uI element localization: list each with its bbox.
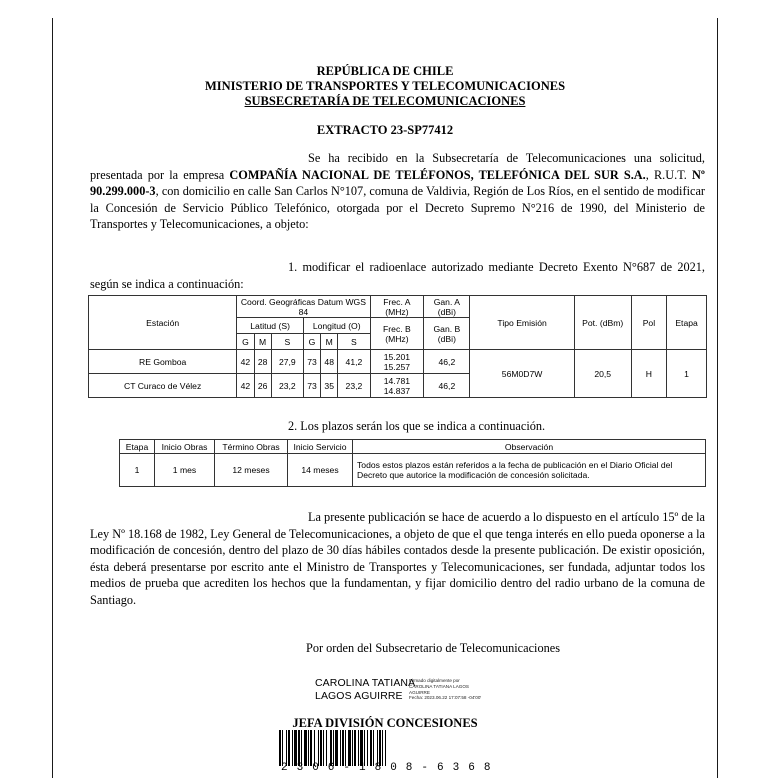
barcode-bar bbox=[318, 730, 319, 766]
barcode-bar bbox=[286, 730, 287, 766]
barcode-bar bbox=[279, 730, 281, 766]
header-ministerio: MINISTERIO DE TRANSPORTES Y TELECOMUNICACIONES bbox=[204, 79, 566, 93]
barcode-bar bbox=[342, 730, 344, 766]
por-orden: Por orden del Subsecretario de Telecomunicaciones bbox=[306, 641, 560, 655]
freq-cell bbox=[370, 350, 424, 374]
lon-min: 48 bbox=[321, 350, 338, 374]
barcode-bar bbox=[360, 730, 363, 766]
barcode-bar bbox=[314, 730, 315, 766]
th-estacion: Estación bbox=[89, 296, 237, 350]
th-inicio-obras: Inicio Obras bbox=[155, 440, 215, 454]
company-rut: Nº 90.299.000-3 bbox=[90, 167, 705, 199]
barcode-bar bbox=[382, 730, 383, 766]
intro-text-1: Se ha recibido en la Subsecretaría de Telecomunicaciones una solicitud, presentada por la empresa bbox=[90, 151, 705, 182]
barcode-bar bbox=[330, 730, 332, 766]
signer-title: JEFA DIVISIÓN CONCESIONES bbox=[292, 716, 478, 730]
barcode-bar bbox=[358, 730, 359, 766]
start-works: 1 mes bbox=[155, 454, 215, 487]
lon-sec: 23,2 bbox=[338, 374, 370, 398]
freq-a: 15.201 bbox=[383, 351, 411, 362]
lat-sec: 27,9 bbox=[271, 350, 303, 374]
th-observacion: Observación bbox=[353, 440, 706, 454]
barcode-bar bbox=[335, 730, 338, 766]
observation: Todos estos plazos están referidos a la fecha de publicación en el Diario Oficial del Decreto que autorice la modificación de concesión solicitada. bbox=[353, 454, 706, 487]
barcode-bar bbox=[377, 730, 378, 766]
end-works: 12 meses bbox=[215, 454, 288, 487]
lat-sec: 23,2 bbox=[271, 374, 303, 398]
item-1 bbox=[90, 259, 705, 292]
lon-sec: 41,2 bbox=[338, 350, 370, 374]
barcode-bar bbox=[304, 730, 307, 766]
barcode-bar bbox=[354, 730, 356, 766]
th-lat-g: G bbox=[237, 334, 254, 350]
document-page bbox=[52, 18, 718, 778]
freq-a: 14.781 bbox=[383, 375, 411, 386]
barcode-bar bbox=[385, 730, 386, 766]
stage: 1 bbox=[667, 350, 707, 398]
freq-cell bbox=[370, 374, 424, 398]
intro-text-3: , con domicilio en calle San Carlos N°107, comuna de Valdivia, Región de Los Ríos, en el sentido de modificar la Concesión de Servicio Público Telefónico, otorgada por el Decreto Supremo N°216 de 1990, del Ministerio de Transportes y Telecomunicaciones, a objeto: bbox=[90, 184, 705, 232]
item-1-text: 1. modificar el radioenlace autorizado mediante Decreto Exento N°687 de 2021, según se indica a continuación: bbox=[90, 260, 705, 291]
table-row bbox=[120, 454, 706, 487]
th-potencia: Pot. (dBm) bbox=[574, 296, 631, 350]
th-frec-a: Frec. A (MHz) bbox=[370, 296, 424, 318]
th-frec-b: Frec. B (MHz) bbox=[370, 318, 424, 350]
barcode-bar bbox=[298, 730, 300, 766]
th-latitud: Latitud (S) bbox=[237, 318, 304, 334]
barcode-bar bbox=[320, 730, 322, 766]
barcode-bar bbox=[294, 730, 297, 766]
signature-meta-4: Fecha: 2023.06.22 17:07:58 -04'00' bbox=[409, 695, 482, 701]
barcode-bar bbox=[379, 730, 381, 766]
barcode-bar bbox=[333, 730, 334, 766]
company-name: COMPAÑÍA NACIONAL DE TELÉFONOS, TELEFÓNICA DEL SUR S.A. bbox=[229, 167, 646, 182]
barcode-bar bbox=[345, 730, 346, 766]
th-lat-s: S bbox=[271, 334, 303, 350]
th-lon-s: S bbox=[338, 334, 370, 350]
th-coord: Coord. Geográficas Datum WGS 84 bbox=[237, 296, 370, 318]
th-inicio-servicio: Inicio Servicio bbox=[288, 440, 353, 454]
radio-link-table bbox=[88, 295, 707, 398]
barcode-bar bbox=[301, 730, 302, 766]
body-text: La presente publicación se hace de acuerdo a lo dispuesto en el artículo 15º de la Ley Nº 18.168 de 1982, Ley General de Telecomunicaciones, a objeto de que el que tenga interés en ello pueda oponerse a la modificación de concesión, dentro del plazo de 30 días hábiles contados desde la presente publicación. De existir oposición, ésta deberá presentarse por escrito ante el Ministro de Transportes y Telecomunicaciones, ser fundada, adjuntar todos los medios de prueba que acrediten los hechos que la fundamentan, y fijar domicilio dentro del radio urbano de la comuna de Santiago. bbox=[90, 510, 705, 607]
station-name: CT Curaco de Vélez bbox=[89, 374, 237, 398]
document-title: EXTRACTO 23-SP77412 bbox=[316, 123, 454, 137]
barcode-bar bbox=[308, 730, 309, 766]
lat-deg: 42 bbox=[237, 374, 254, 398]
digital-signature bbox=[315, 677, 482, 702]
deadlines-table bbox=[119, 439, 706, 487]
signer-name-line-2: LAGOS AGUIRRE bbox=[315, 689, 403, 702]
th-etapa: Etapa bbox=[667, 296, 707, 350]
signature-metadata bbox=[409, 678, 519, 701]
signature-meta-3: AGUIRRE bbox=[409, 689, 430, 695]
lon-deg: 73 bbox=[303, 374, 320, 398]
item-2-text: 2. Los plazos serán los que se indica a continuación. bbox=[288, 419, 546, 433]
barcode-bar bbox=[364, 730, 365, 766]
item-2 bbox=[90, 418, 705, 435]
barcode-bar bbox=[310, 730, 312, 766]
freq-b: 14.837 bbox=[383, 385, 411, 396]
signer-name-line-1: CAROLINA TATIANA bbox=[315, 677, 416, 689]
barcode-bar bbox=[367, 730, 368, 766]
th-tipo-emision: Tipo Emisión bbox=[470, 296, 574, 350]
barcode-bar bbox=[292, 730, 293, 766]
body-paragraph bbox=[90, 509, 705, 609]
table-row bbox=[89, 350, 707, 374]
barcode-bar bbox=[282, 730, 283, 766]
station-name: RE Gomboa bbox=[89, 350, 237, 374]
intro-paragraph bbox=[90, 150, 705, 233]
th-longitud: Longitud (O) bbox=[303, 318, 370, 334]
polarization: H bbox=[631, 350, 666, 398]
barcode-bar bbox=[352, 730, 353, 766]
th-termino-obras: Término Obras bbox=[215, 440, 288, 454]
gain: 46,2 bbox=[424, 374, 470, 398]
lat-min: 28 bbox=[254, 350, 271, 374]
intro-text-2: , R.U.T. bbox=[645, 167, 687, 182]
header-republica: REPÚBLICA DE CHILE bbox=[316, 64, 454, 78]
power: 20,5 bbox=[574, 350, 631, 398]
barcode-bar bbox=[348, 730, 351, 766]
barcode-image bbox=[279, 730, 489, 766]
barcode-bar bbox=[323, 730, 324, 766]
start-service: 14 meses bbox=[288, 454, 353, 487]
lat-deg: 42 bbox=[237, 350, 254, 374]
barcode-number: 2306-1808-6368 bbox=[281, 762, 500, 774]
th-gan-a: Gan. A (dBi) bbox=[424, 296, 470, 318]
barcode-bar bbox=[340, 730, 341, 766]
th-lon-m: M bbox=[321, 334, 338, 350]
gain: 46,2 bbox=[424, 350, 470, 374]
header-subsecretaria: SUBSECRETARÍA DE TELECOMUNICACIONES bbox=[244, 94, 526, 108]
th-pol: Pol bbox=[631, 296, 666, 350]
document-header bbox=[53, 64, 717, 109]
signature-meta-1: Firmado digitalmente por bbox=[409, 678, 460, 683]
th-lon-g: G bbox=[303, 334, 320, 350]
barcode-bar bbox=[370, 730, 372, 766]
lat-min: 26 bbox=[254, 374, 271, 398]
th-lat-m: M bbox=[254, 334, 271, 350]
freq-b: 15.257 bbox=[383, 361, 411, 372]
barcode-bar bbox=[326, 730, 327, 766]
lon-deg: 73 bbox=[303, 350, 320, 374]
barcode-bar bbox=[373, 730, 374, 766]
signature-meta-2: CAROLINA TATIANA LAGOS bbox=[409, 683, 469, 689]
barcode-bar bbox=[288, 730, 290, 766]
lon-min: 35 bbox=[321, 374, 338, 398]
emission-type: 56M0D7W bbox=[470, 350, 574, 398]
th-gan-b: Gan. B (dBi) bbox=[424, 318, 470, 350]
th-etapa: Etapa bbox=[120, 440, 155, 454]
stage: 1 bbox=[120, 454, 155, 487]
